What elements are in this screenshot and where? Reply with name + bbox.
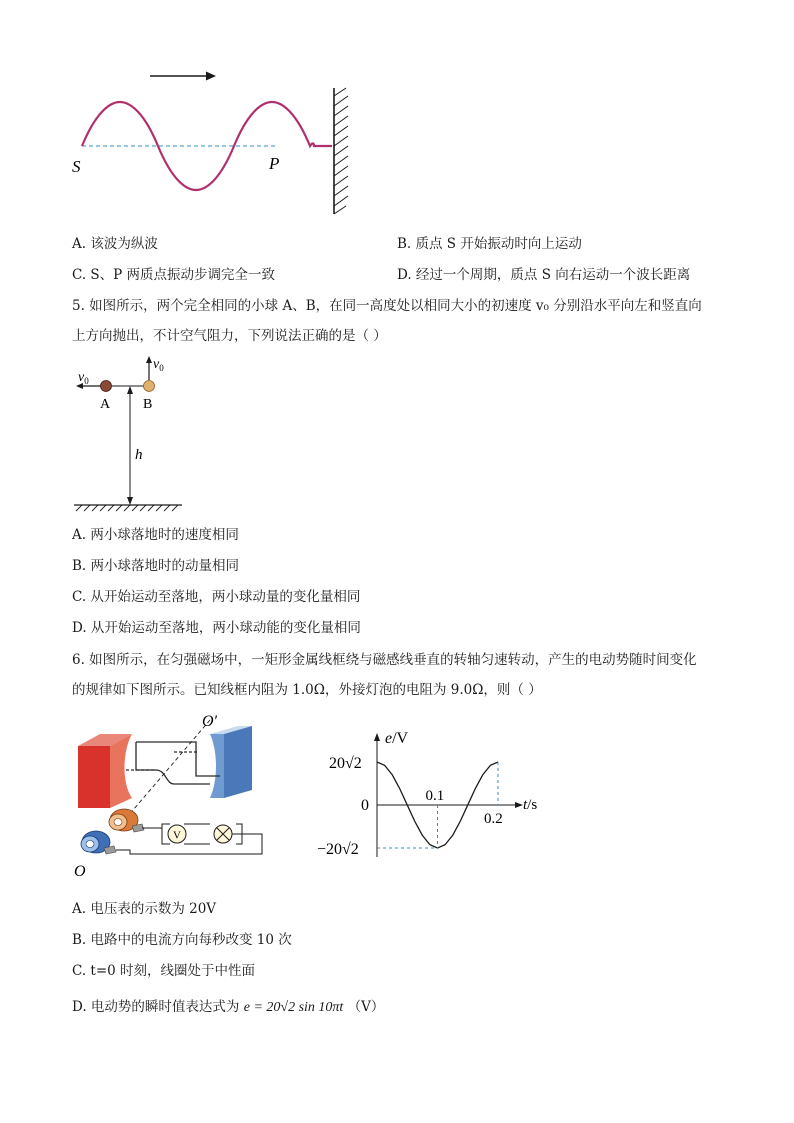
y-tick-label: 20√2 — [329, 755, 362, 772]
q5-option-c: C. 从开始运动至落地，两小球动量的变化量相同 — [72, 589, 361, 605]
point-s-label: S — [72, 157, 81, 176]
y-axis-arrow — [374, 733, 380, 741]
q4-option-c: C. S、P 两质点振动步调完全一致 — [72, 267, 276, 283]
wall — [334, 88, 348, 214]
projectile-figure — [70, 352, 200, 517]
v0-up-label: $v_0$ — [153, 357, 164, 373]
ground — [74, 505, 182, 511]
y-tick-label: −20√2 — [317, 841, 359, 858]
q6-option-d-formula: e = 20√2 sin 10πt — [243, 1000, 344, 1015]
x-tick-label: 0.1 — [425, 788, 445, 804]
propagation-arrow — [150, 72, 216, 81]
q4-option-d: D. 经过一个周期，质点 S 向右运动一个波长距离 — [397, 267, 691, 283]
q4-option-a: A. 该波为纵波 — [72, 236, 158, 252]
q5-option-b: B. 两小球落地时的动量相同 — [72, 558, 240, 574]
height-arrow — [127, 386, 133, 505]
x-tick-label: 0.2 — [484, 811, 503, 827]
point-p-label: P — [269, 154, 280, 173]
velocity-up-arrow — [146, 356, 152, 380]
ball-b — [144, 381, 155, 392]
q6-stem-line2: 的规律如下图所示。已知线框内阻为 1.0Ω，外接灯泡的电阻为 9.0Ω，则（ ） — [72, 682, 542, 698]
lamp-icon — [214, 825, 232, 843]
x-axis-label: t/s — [523, 797, 538, 813]
ball-a-label: A — [100, 397, 111, 412]
generator-figure — [70, 712, 270, 882]
q6-option-b: B. 电路中的电流方向每秒改变 10 次 — [72, 932, 292, 948]
q6-option-d — [72, 998, 384, 1017]
height-label: h — [135, 447, 143, 463]
v0-left-label: $v_0$ — [78, 370, 89, 386]
svg-text:V: V — [173, 829, 181, 842]
axis-label-bottom: O — [74, 863, 86, 880]
q5-option-d: D. 从开始运动至落地，两小球动能的变化量相同 — [72, 620, 361, 636]
wave-figure — [60, 60, 370, 220]
magnet-left — [78, 734, 132, 808]
q4-option-b: B. 质点 S 开始振动时向上运动 — [397, 236, 582, 252]
q5-option-a: A. 两小球落地时的速度相同 — [72, 527, 239, 543]
axis-label-top: O′ — [202, 713, 218, 730]
q5-stem-line2: 上方向抛出，不计空气阻力，下列说法正确的是（ ） — [72, 328, 387, 344]
x-axis-arrow — [515, 802, 523, 808]
ball-a — [101, 381, 112, 392]
q6-option-d-prefix: D. 电动势的瞬时值表达式为 — [72, 999, 240, 1015]
ball-b-label: B — [143, 397, 153, 412]
q5-stem-line1: 5. 如图所示，两个完全相同的小球 A、B，在同一高度处以相同大小的初速度 v₀ 分别沿水平向左和竖直向 — [72, 298, 702, 314]
y-axis-label: e/V — [385, 730, 409, 747]
q6-option-d-suffix: （V） — [347, 999, 385, 1015]
y-tick-label: 0 — [361, 797, 369, 814]
magnet-right — [210, 726, 252, 798]
q6-stem-line1: 6. 如图所示，在匀强磁场中，一矩形金属线框绕与磁感线垂直的转轴匀速转动，产生的电动势随时间变化 — [72, 652, 697, 668]
q6-option-c: C. t=0 时刻，线圈处于中性面 — [72, 963, 256, 979]
voltmeter — [168, 825, 186, 843]
q6-option-a: A. 电压表的示数为 20V — [72, 901, 217, 917]
emf-chart — [285, 725, 550, 865]
